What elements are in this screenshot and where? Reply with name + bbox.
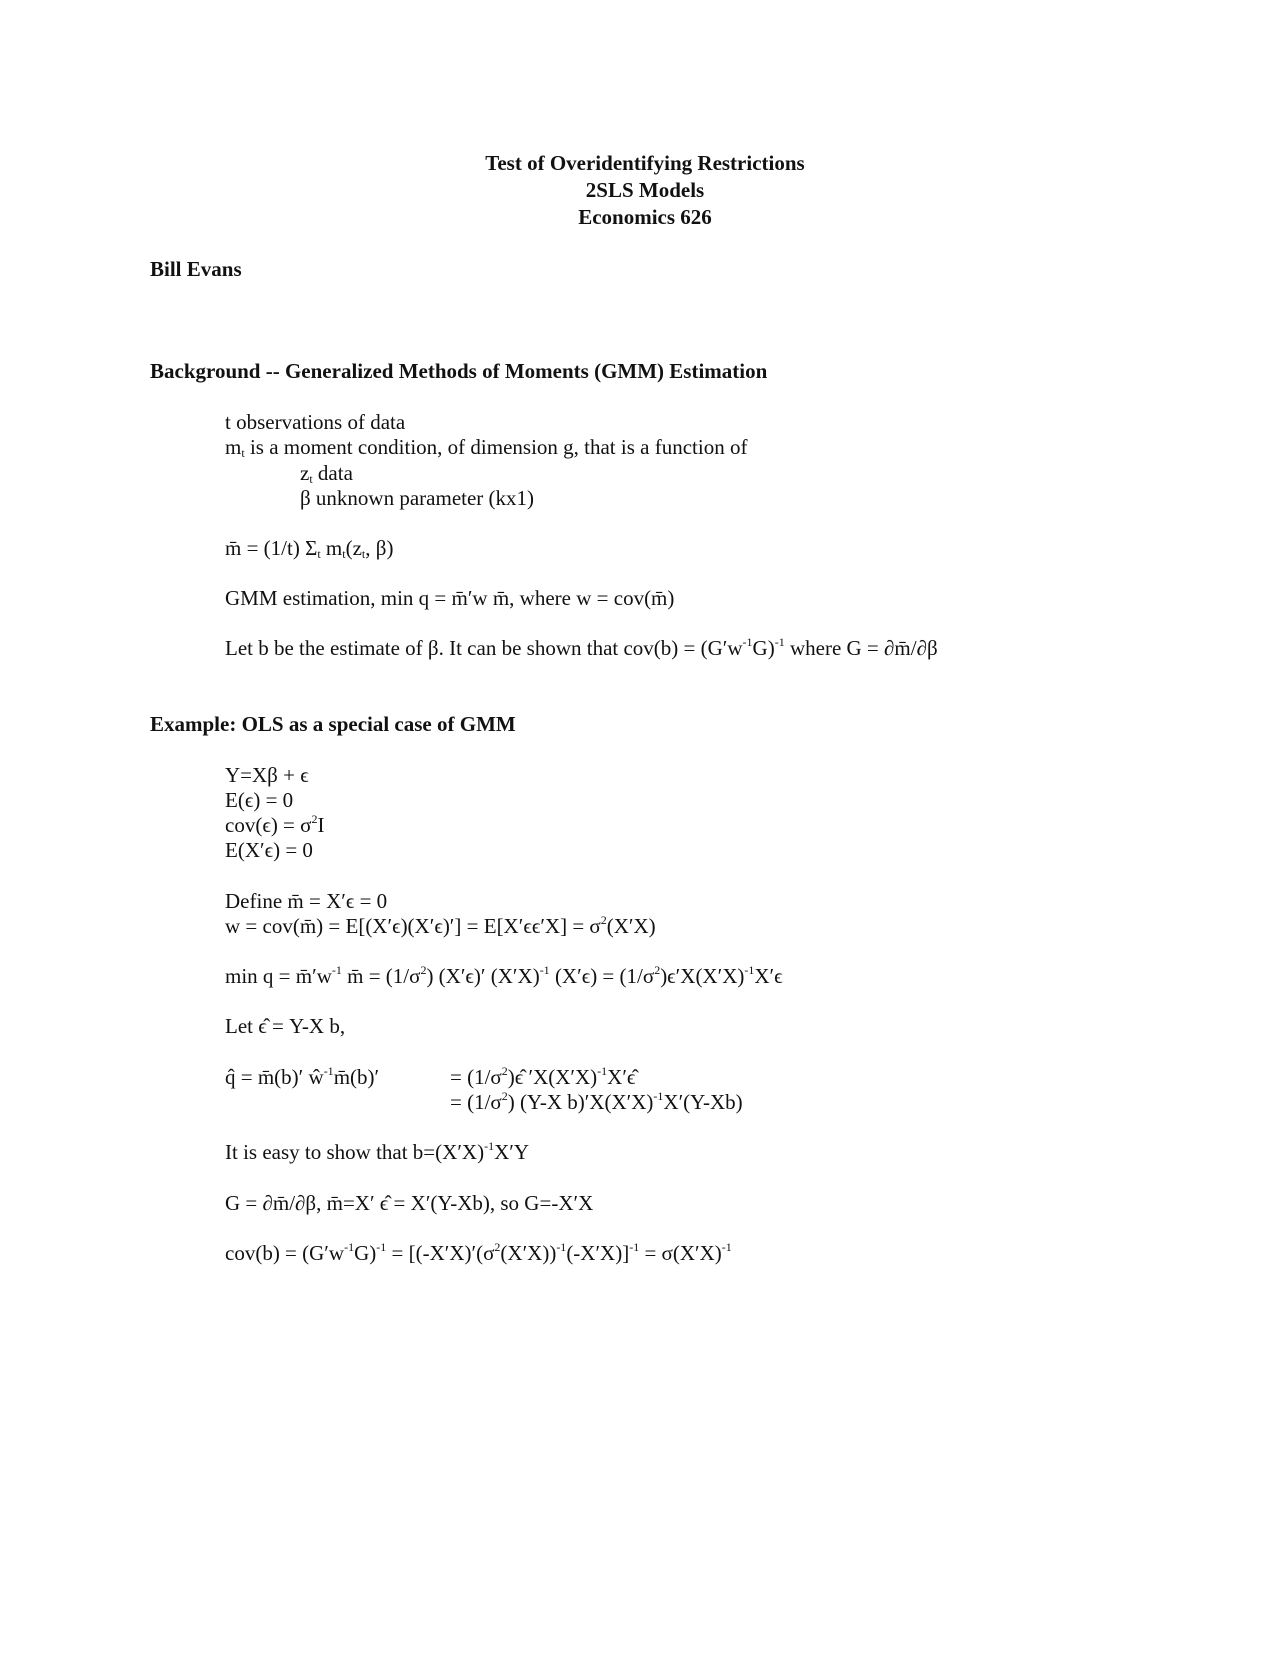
mean-zero-assumption: E(ϵ) = 0 [225,788,294,812]
orthogonality-assumption: E(X′ϵ) = 0 [225,838,313,862]
author-name: Bill Evans [150,257,242,281]
g-derivative-line: G = ∂m̄/∂β, m̄=X′ ϵ̂ = X′(Y-Xb), so G=-X′X [225,1191,594,1215]
mbar-equation: m̄ = (1/t) $\Sigma_t$ $m_t(z_t$, β) [225,536,394,561]
title-line-1: Test of Overidentifying Restrictions [485,151,805,175]
qhat-rhs-line-1: = $(1/\sigma^2)\epsilon̂$ $'X(X'X)^{-1}X'\epsilon̂$ [450,1064,636,1089]
data-line: $z_t$ data [300,461,353,486]
qhat-lhs: q̂ = m̄(b)′ $ŵ^{-1}m̄(b)'$ [225,1064,380,1089]
covariance-line: Let b be the estimate of β. It can be shown that $cov(b) = (G'w^{-1}G)^{-1}$ where G = ∂m̄/∂β [225,635,938,660]
gmm-estimation-line: GMM estimation, min q = m̄′w m̄, where w = cov(m̄) [225,586,675,610]
title-line-3: Economics 626 [578,205,712,229]
parameter-line: β unknown parameter (kx1) [300,486,535,510]
observations-line: t observations of data [225,410,406,434]
title-line-2: 2SLS Models [585,178,705,202]
model-equation: Y=Xβ + ϵ [225,763,309,787]
ols-estimator-line: It is easy to show that $b=(X'X)^{-1}X'Y$ [225,1139,530,1164]
min-q-equation: $\min q = m̄'w^{-1}$ m̄ = $(1/\sigma^2)$ (X′ϵ)′ $(X'X)^{-1}$ $(X'\epsilon) = (1/\sigma^2)\epsilon'X(X'X)^{-1}X'\epsilon$ [225,963,783,988]
moment-condition-line: $m_t$ is a moment condition, of dimension g, that is a function of [225,435,748,460]
residual-definition: Let ϵ̂ = Y-X b, [225,1014,346,1038]
define-mbar-line: Define m̄ = X′ϵ = 0 [225,889,388,913]
cov-b-result: $cov(b) = (G'w^{-1}G)^{-1} = [(-X'X)'(\sigma^2(X'X))^{-1}(-X'X)]^{-1} = \sigma(X'X)^{-1}$ [225,1240,732,1265]
document-title [0,150,1280,231]
weight-matrix-line: w = cov(m̄) = $E[(X'\epsilon)(X'\epsilon)'] = E[X'\epsilon\epsilon'X] = \sigma^2(X'X)$ [225,913,656,938]
background-heading: Background -- Generalized Methods of Moments (GMM) Estimation [150,359,768,383]
example-heading: Example: OLS as a special case of GMM [150,712,516,736]
qhat-rhs-line-2: = $(1/\sigma^2)$ (Y-X $b)'X(X'X)^{-1}X'(Y-Xb)$ [450,1089,743,1114]
variance-assumption: $cov(\epsilon) = \sigma^2I$ [225,812,325,837]
